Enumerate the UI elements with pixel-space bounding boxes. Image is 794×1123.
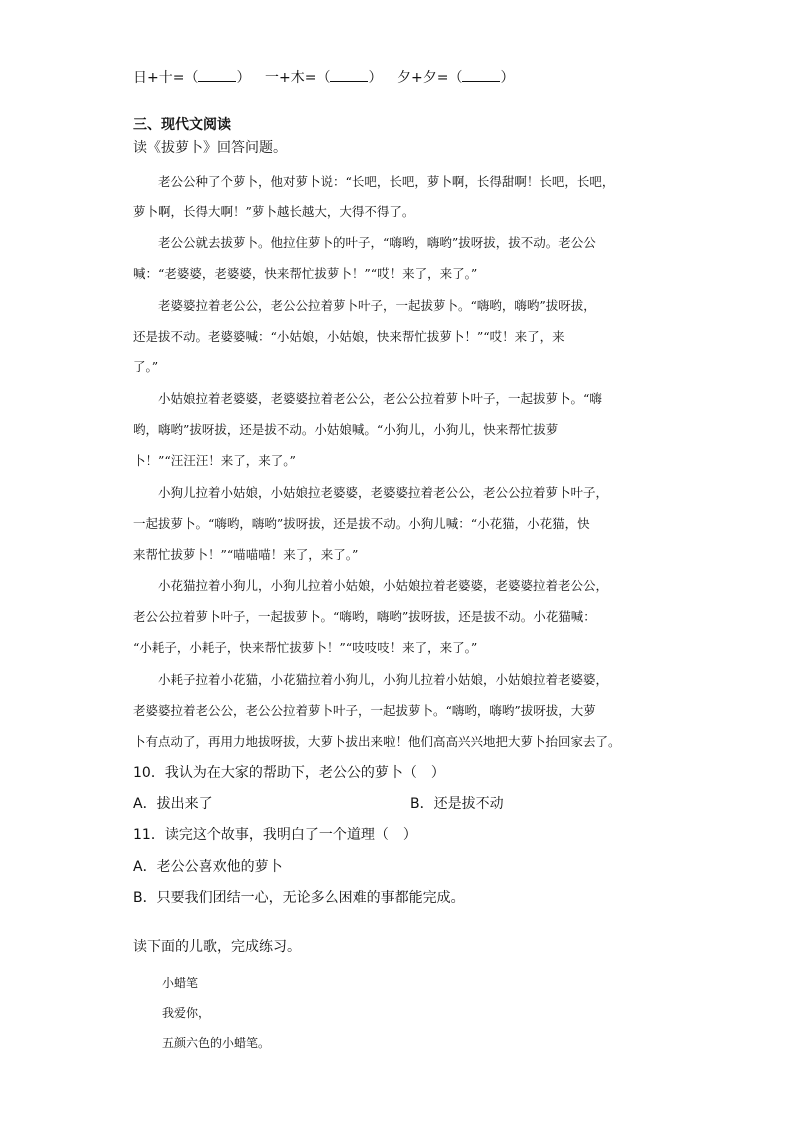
story-line: 还是拔不动。老婆婆喊：“小姑娘，小姑娘，快来帮忙拔萝卜！”“哎！来了，来 bbox=[133, 329, 565, 344]
story-line: 来帮忙拔萝卜！”“喵喵喵！来了，来了。” bbox=[133, 547, 359, 562]
question-11-option-a[interactable]: A．老公公喜欢他的萝卜 bbox=[133, 859, 283, 875]
story-line: 喊：“老婆婆，老婆婆，快来帮忙拔萝卜！”“哎！来了，来了。” bbox=[133, 266, 478, 281]
story-line: 老公公种了个萝卜，他对萝卜说：“长吧，长吧，萝卜啊，长得甜啊！长吧，长吧， bbox=[133, 174, 615, 189]
poem-line: 我爱你， bbox=[162, 1006, 211, 1020]
answer-blank[interactable] bbox=[462, 68, 500, 82]
story-line: 老婆婆拉着老公公，老公公拉着萝卜叶子，一起拔萝卜。“嗨哟，嗨哟”拔呀拔， bbox=[133, 298, 596, 313]
section-heading: 三、现代文阅读 bbox=[133, 117, 231, 133]
story-line: 小耗子拉着小花猫，小花猫拉着小狗儿，小狗儿拉着小姑娘，小姑娘拉着老婆婆， bbox=[133, 672, 609, 687]
equation-2: 一+木=（ ） bbox=[265, 70, 383, 86]
story-line: 卜有点动了，再用力地拔呀拔，大萝卜拔出来啦！他们高高兴兴地把大萝卜抬回家去了。 bbox=[133, 734, 621, 749]
story-line: 萝卜啊，长得大啊！”萝卜越长越大，大得不得了。 bbox=[133, 204, 415, 219]
story-line: 小姑娘拉着老婆婆，老婆婆拉着老公公，老公公拉着萝卜叶子，一起拔萝卜。“嗨 bbox=[133, 391, 602, 406]
question-11-option-b[interactable]: B．只要我们团结一心，无论多么困难的事都能完成。 bbox=[133, 890, 465, 906]
story-line: 小狗儿拉着小姑娘，小姑娘拉老婆婆，老婆婆拉着老公公，老公公拉着萝卜叶子， bbox=[133, 485, 609, 500]
story-line: 一起拔萝卜。“嗨哟，嗨哟”拔呀拔，还是拔不动。小狗儿喊：“小花猫，小花猫，快 bbox=[133, 516, 590, 531]
equation-3: 夕+夕=（ ） bbox=[397, 70, 515, 86]
story-line: 了。” bbox=[133, 359, 159, 374]
question-10-option-a[interactable]: A．拔出来了 bbox=[133, 796, 213, 812]
story-line: “小耗子，小耗子，快来帮忙拔萝卜！”“吱吱吱！来了，来了。” bbox=[133, 640, 478, 655]
story-line: 老公公就去拔萝卜。他拉住萝卜的叶子，“嗨哟，嗨哟”拔呀拔，拔不动。老公公 bbox=[133, 235, 596, 250]
story-line: 老公公拉着萝卜叶子，一起拔萝卜。“嗨哟，嗨哟”拔呀拔，还是拔不动。小花猫喊： bbox=[133, 609, 596, 624]
question-10-stem: 10．我认为在大家的帮助下，老公公的萝卜（ ） bbox=[133, 765, 445, 781]
question-11-stem: 11．读完这个故事，我明白了一个道理（ ） bbox=[133, 827, 417, 843]
story-line: 老婆婆拉着老公公，老公公拉着萝卜叶子，一起拔萝卜。“嗨哟，嗨哟”拔呀拔，大萝 bbox=[133, 703, 596, 718]
answer-blank[interactable] bbox=[198, 68, 236, 82]
answer-blank[interactable] bbox=[330, 68, 368, 82]
poem-line: 五颜六色的小蜡笔。 bbox=[162, 1036, 271, 1050]
story-line: 卜！”“汪汪汪！来了，来了。” bbox=[133, 453, 296, 468]
poem-title: 小蜡笔 bbox=[162, 976, 199, 990]
equation-1: 日+十=（ ） bbox=[133, 70, 251, 86]
question-10-option-b[interactable]: B．还是拔不动 bbox=[410, 796, 504, 812]
story-line: 哟，嗨哟”拔呀拔，还是拔不动。小姑娘喊。“小狗儿，小狗儿，快来帮忙拔萝 bbox=[133, 422, 559, 437]
poem-prompt: 读下面的儿歌，完成练习。 bbox=[133, 939, 301, 955]
story-line: 小花猫拉着小狗儿，小狗儿拉着小姑娘，小姑娘拉着老婆婆，老婆婆拉着老公公， bbox=[133, 578, 609, 593]
reading-prompt: 读《拔萝卜》回答问题。 bbox=[133, 140, 287, 156]
